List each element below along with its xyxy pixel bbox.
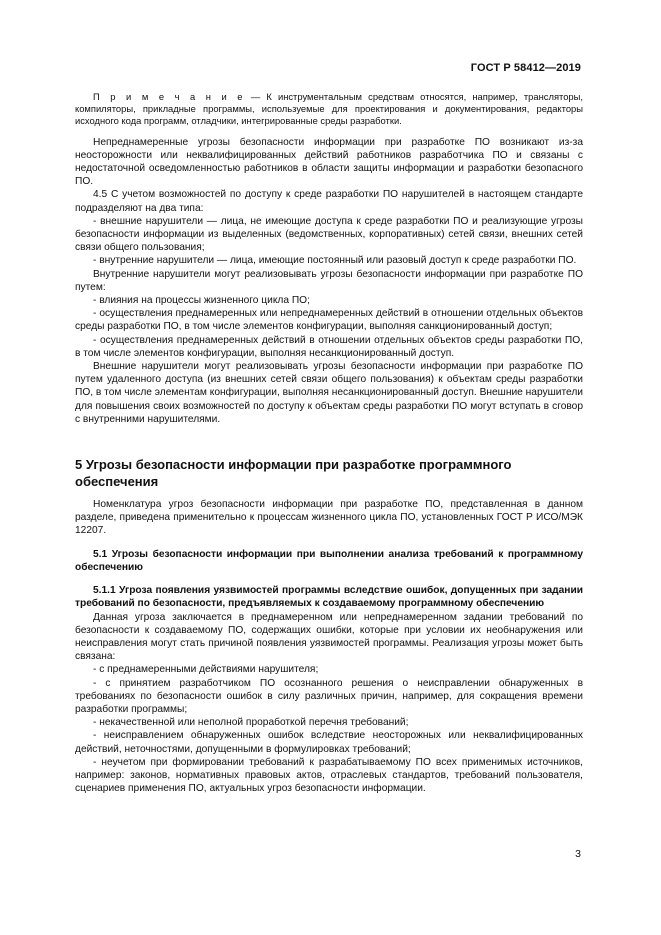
list-item: - внешние нарушители — лица, не имеющие доступа к среде разработки ПО и реализующие угрозы безопасности информации из выделенных (ведомственных, корпоративных) сетей связи, внешних сетей связи общего пользования; [75,215,583,254]
section-5-title: 5 Угрозы безопасности информации при разработке программного обеспечения [75,457,512,490]
section-5-intro: Номенклатура угроз безопасности информации при разработке ПО, представленная в данном разделе, приведена применительно к процессам жизненного цикла ПО, установленных ГОСТ Р ИСО/МЭК 12207. [75,499,583,537]
page-number: 3 [575,848,581,860]
paragraph: 4.5 С учетом возможностей по доступу к среде разработки ПО нарушителей в настоящем стандарте подразделяют на два типа: [75,189,583,214]
list-item: - с принятием разработчиком ПО осознанного решения о неисправлении обнаруженных в требованиях по безопасности ошибок в силу различных причин, например, для сокращения времени разработки программы; [75,677,583,715]
list-item: - осуществления преднамеренных действий в отношении отдельных объектов среды разработки ПО, в том числе элементов конфигурации, выполняя несанкционированный доступ. [75,334,583,359]
subsection-5-1-title: 5.1 Угрозы безопасности информации при выполнении анализа требований к программному обеспечению [75,548,583,573]
paragraph: Внутренние нарушители могут реализовывать угрозы безопасности информации при разработке ПО путем: [75,268,583,293]
paragraph: Внешние нарушители могут реализовывать угрозы безопасности информации при разработке ПО путем удаленного доступа (из внешних сетей связи общего пользования) к объектам среды разработки ПО, в том числе элементам конфигурации, выполняя несанкционированный доступ. Внешние нарушители для повышения своих возможностей по доступу к объектам среды разработки ПО могут вступать в сговор с внутренними нарушителями. [75,361,583,425]
list-item: - влияния на процессы жизненного цикла ПО; [93,295,310,307]
list-item: - внутренние нарушители — лица, имеющие постоянный или разовый доступ к среде разработки ПО. [93,255,577,267]
standard-header: ГОСТ Р 58412—2019 [470,62,581,74]
paragraph: Данная угроза заключается в преднамеренном или непреднамеренном задании требований по безопасности к создаваемому ПО, содержащих ошибки, которые при условии их необнаружения или неисправления могут стать причиной появления уязвимостей программы. Реализация угрозы может быть связана: [75,611,583,663]
document-body [75,91,583,795]
note-text: — К инструментальным средствам относятся, например, трансляторы, компиляторы, прикладные программы, используемые для проектирования и документирования, редакторы исходного кода программ, отладчики, интегрированные среды разработки. [75,91,583,127]
list-item: - с преднамеренными действиями нарушителя; [93,664,319,676]
paragraph: Непреднамеренные угрозы безопасности информации при разработке ПО возникают из-за неосторожности или неквалифицированных действий работников разработчика ПО и связаны с недостаточной осведомленностью работников в области защиты информации и разработки безопасного ПО. [75,136,583,188]
list-item: - некачественной или неполной проработкой перечня требований; [93,717,409,729]
list-item: - неисправлением обнаруженных ошибок вследствие неосторожных или неквалифицированных действий, неточностями, допущенными в формулировках требований; [75,730,583,755]
subsection-5-1-1-title: 5.1.1 Угроза появления уязвимостей программы вследствие ошибок, допущенных при задании требований по безопасности, предъявляемых к создаваемому программному обеспечению [75,585,583,610]
list-item: - неучетом при формировании требований к разрабатываемому ПО всех применимых источников, например: законов, нормативных правовых актов, отраслевых стандартов, требований пользователя, сценариев применения ПО, актуальных угроз безопасности информации. [75,756,583,795]
note-block [75,91,583,128]
note-label: П р и м е ч а н и е [93,91,245,102]
list-item: - осуществления преднамеренных или непреднамеренных действий в отношении отдельных объектов среды разработки ПО, в том числе элементов конфигурации, выполняя санкционированный доступ; [75,308,583,333]
